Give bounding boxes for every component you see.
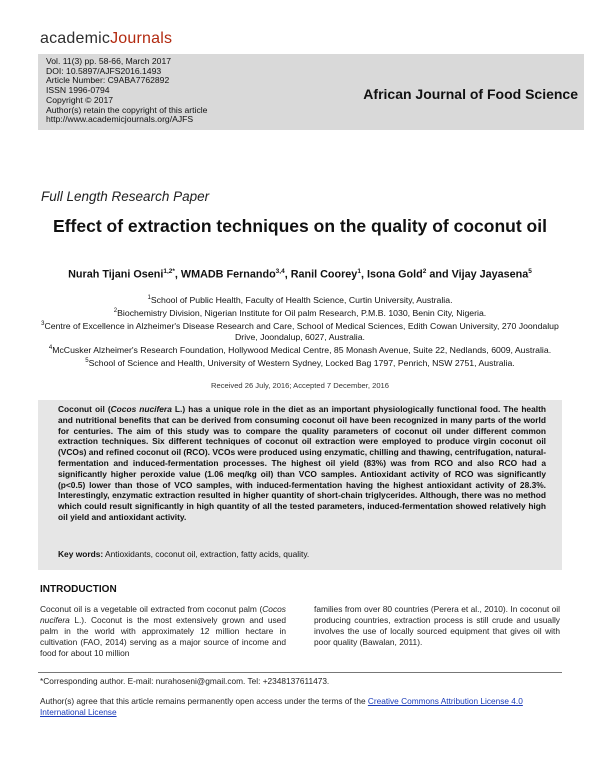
publisher-logo [40,30,172,48]
abstract-italic: Cocos nucifera [110,404,172,414]
corresponding-author: *Corresponding author. E-mail: nurahoseni@gmail.com. Tel: +2348137611473. [40,676,330,686]
author-list [40,268,560,281]
author-separator: and [426,268,452,281]
meta-url[interactable]: http://www.academicjournals.org/AJFS [46,114,194,125]
keywords [58,549,546,559]
section-heading-introduction: INTRODUCTION [40,584,117,595]
journal-name: African Journal of Food Science [363,86,578,102]
author-separator: , [174,268,181,281]
abstract-text [58,404,546,523]
body-text: Coconut oil is a vegetable oil extracted from coconut palm ( [40,604,263,614]
author-name: WMADB Fernando [180,268,276,281]
affiliation [40,356,560,369]
author-affiliation-mark: 3,4 [275,268,285,275]
affiliation-text: Biochemistry Division, Nigerian Institute for Oil palm Research, P.M.B. 1030, Benin City, Nigeria. [117,307,487,318]
author-affiliation-mark: 5 [528,268,532,275]
body-column-left [40,604,286,659]
affiliation [40,293,560,306]
article-meta [46,57,207,125]
meta-article-number: Article Number: C9ABA7762892 [46,75,170,86]
affiliation-text: School of Public Health, Faculty of Health Science, Curtin University, Australia. [150,294,453,305]
affiliation-number: 4 [48,344,53,351]
author-affiliation-mark: 2 [422,268,427,275]
body-italic: Cocos nucifera [40,604,286,625]
logo-text-academic: academic [40,30,111,47]
abstract-part: L.) has a unique role in the diet as an important physiologically functional food. The health and nutritional benefits that can be derived from consuming coconut oil have been recognized in many parts of the world for centuries. The aim of this study was to compare the quality parameters of coconut oil under different common extraction techniques. Six different techniques of coconut oil extraction were employed to produce virgin coconut oil (VCOs) and refined coconut oil (RCO). VCOs were produced using enzymatic, chilling and thawing, centrifugation, natural-fermentation and induced-fermentation processes. The highest oil yield (83%) was from RCO and also RCO had a significantly higher peroxide value (1.06 meq/kg oil) than VCO samples. Antioxidant activity of RCO was significantly (p<0.5) lower than those of VCO samples, with induced-fermentation having the highest antioxidant activity of 28.3%. Interestingly, enzymatic extraction resulted in higher quantity of short-chain triglycerides. Although, there was no method which could result significantly in high quantity of all the tested parameters, induced-fermentation showed relatively high oil yield and antioxidant activity. [58,404,546,522]
author-name: Vijay Jayasena [451,268,529,281]
paper-type: Full Length Research Paper [41,189,210,204]
footnote-divider [38,672,562,673]
meta-volume: Vol. 11(3) pp. 58-66, March 2017 [46,56,172,66]
author-name: Ranil Coorey [290,268,358,281]
author-name: Isona Gold [366,268,423,281]
keywords-label: Key words: [58,549,104,559]
affiliation-list [40,293,560,368]
affiliation [40,306,560,319]
affiliation-number: 2 [113,307,118,314]
author-separator: , [284,268,291,281]
affiliation-number: 1 [147,295,151,301]
meta-copyright: Copyright © 2017 [46,94,114,105]
meta-rights: Author(s) retain the copyright of this article [46,104,208,115]
affiliation-number: 5 [85,357,89,364]
abstract-part: Coconut oil ( [58,404,111,414]
license-note [40,696,564,718]
affiliation-text: School of Science and Health, University of Western Sydney, Locked Bag 1797, Penrich, NSW 2751, Australia. [88,357,515,368]
affiliation-number: 3 [41,320,45,327]
received-dates: Received 26 July, 2016; Accepted 7 December, 2016 [210,381,389,390]
license-text: Author(s) agree that this article remains permanently open access under the terms of the [40,696,368,706]
affiliation-text: Centre of Excellence in Alzheimer's Disease Research and Care, School of Medical Sciences, Edith Cowan University, 270 Joondalup Drive, Joondalup, 6027, Australia. [44,320,559,342]
author-name: Nurah Tijani Oseni [68,268,164,281]
meta-issn: ISSN 1996-0794 [46,85,110,96]
meta-doi: DOI: 10.5897/AJFS2016.1493 [46,65,162,76]
keywords-list: Antioxidants, coconut oil, extraction, fatty acids, quality. [103,549,310,559]
author-affiliation-mark: 1 [357,268,361,275]
author-separator: , [360,268,367,281]
affiliation-text: McCusker Alzheimer's Research Foundation, Hollywood Medical Centre, 85 Monash Avenue, Suite 22, Nedlands, 6009, Australia. [52,344,552,355]
logo-text-journals: Journals [110,30,173,47]
affiliation [40,319,560,343]
body-text: L.). Coconut is the most extensively grown and used palm in the world with approximately 12 million hectare in cultivation (FAO, 2014) serving as a major source of income and food for about 10 million [40,614,286,658]
license-link[interactable]: Creative Commons Attribution License 4.0 International License [40,696,523,717]
paper-title: Effect of extraction techniques on the quality of coconut oil [53,216,547,236]
affiliation [40,343,560,356]
author-affiliation-mark: 1,2* [163,268,175,275]
body-column-right: families from over 80 countries (Perera et al., 2010). In coconut oil producing countries, extraction process is still crude and usually involves the use of locally sourced equipment that gives oil with poor quality (Bawalan, 2011). [314,604,560,647]
